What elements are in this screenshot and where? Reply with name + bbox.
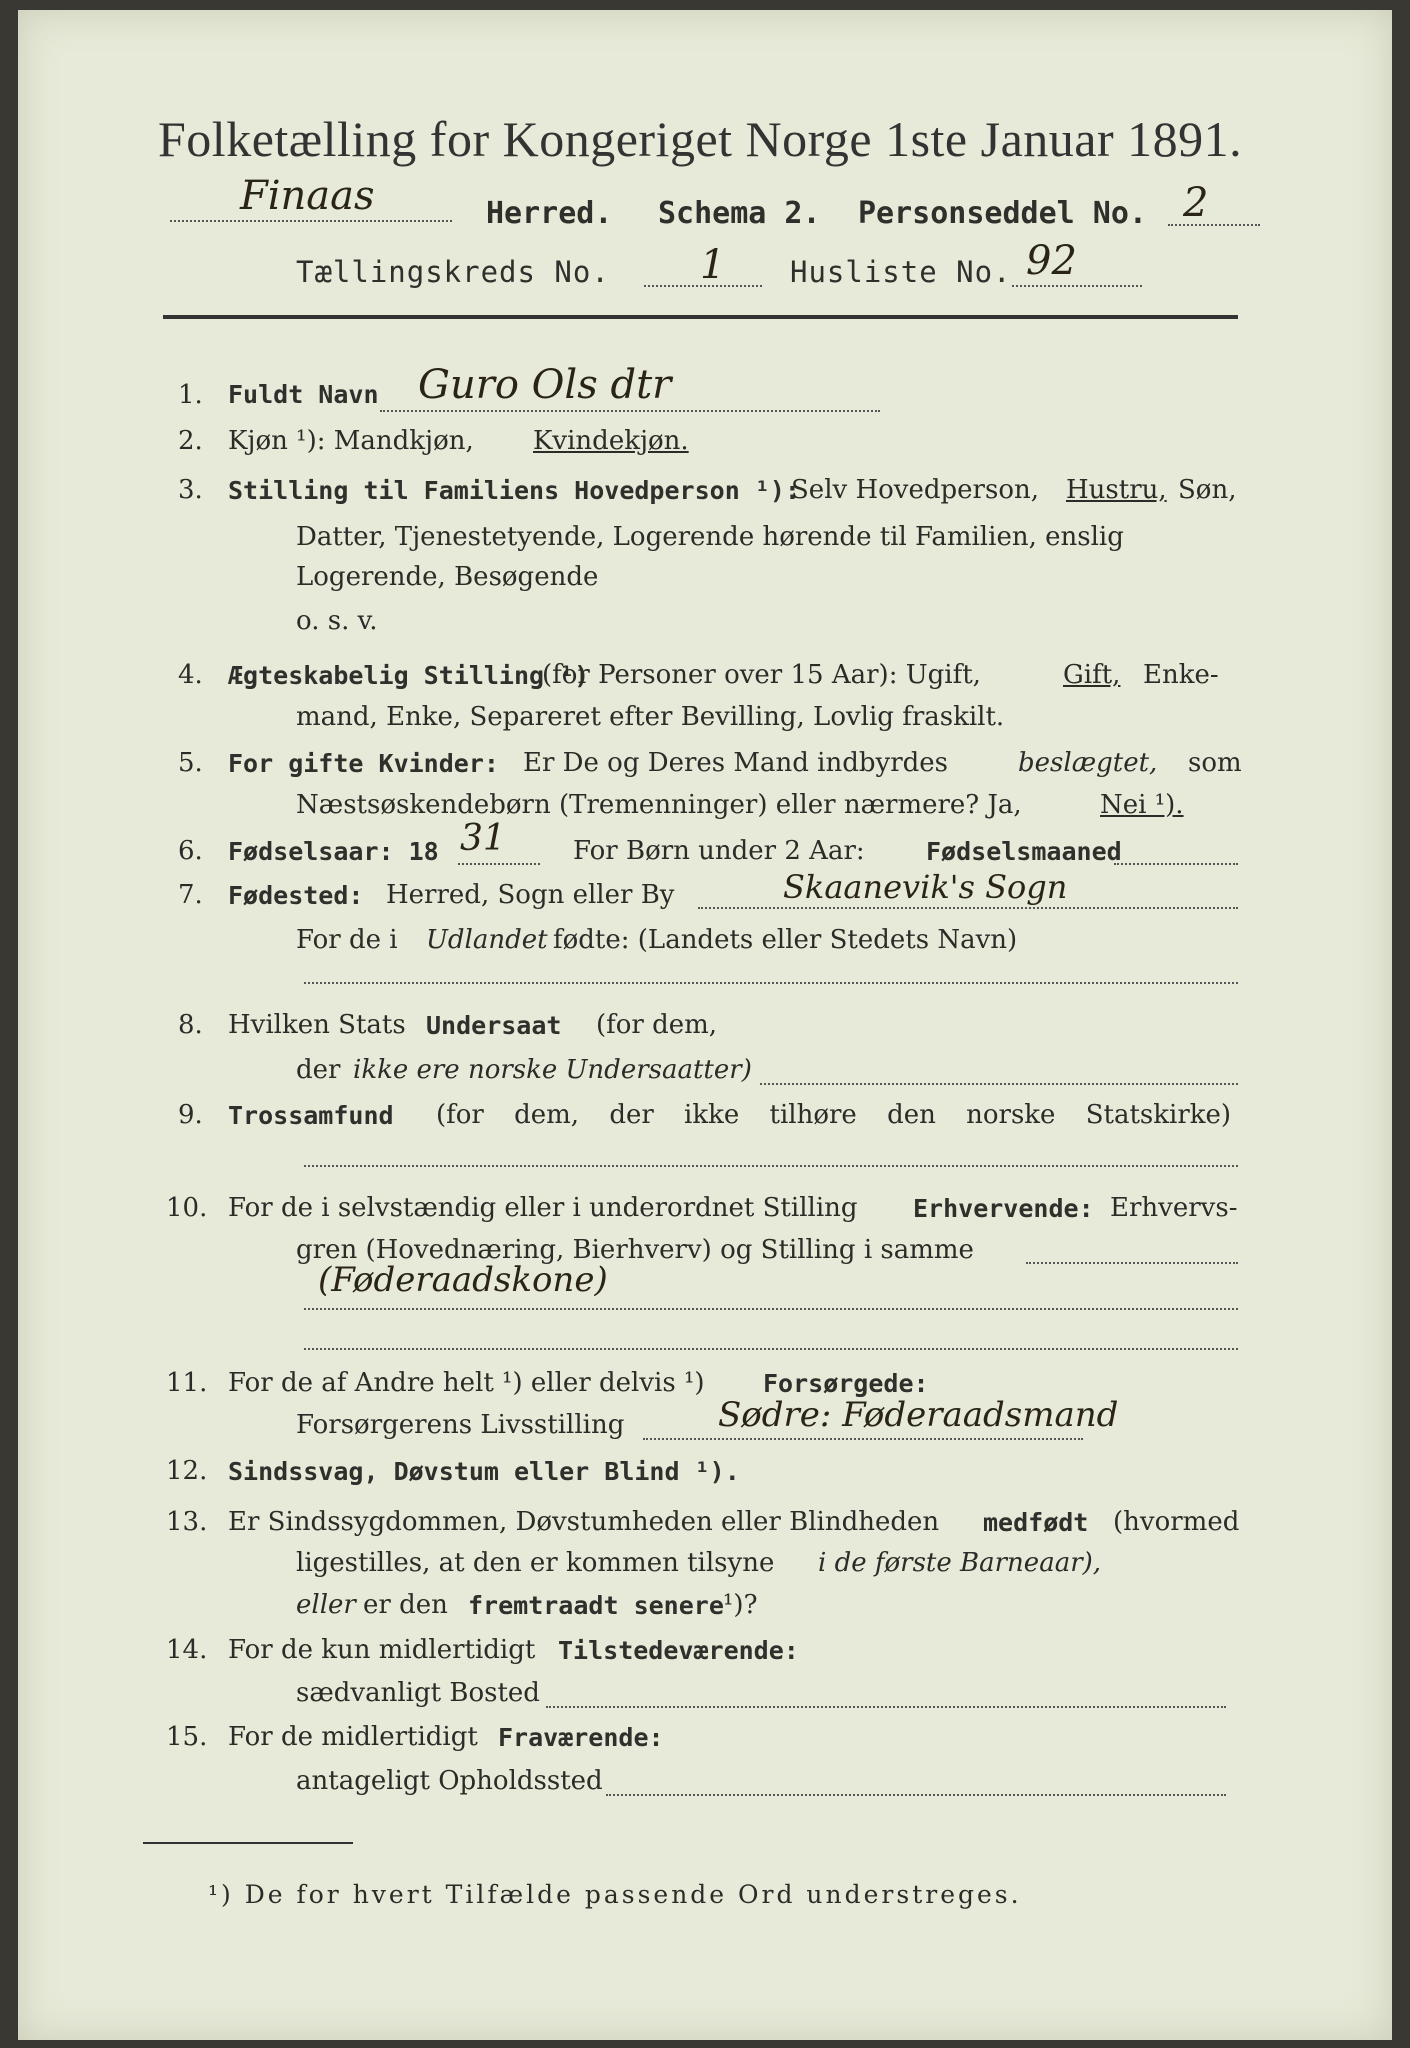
q13-line1-bold: medfødt <box>983 1508 1089 1537</box>
q9-number: 9. <box>178 1100 203 1130</box>
kreds-dotted-line <box>644 285 762 287</box>
q2-label: Kjøn ¹): Mandkjøn, <box>228 426 474 456</box>
q5-label: For gifte Kvinder: <box>228 749 499 778</box>
q13-line2a: ligestilles, at den er kommen tilsyne <box>296 1548 775 1578</box>
q13-line3-bold: fremtraadt senere <box>468 1591 724 1620</box>
q15-line1a: For de midlertidigt <box>228 1722 478 1752</box>
kreds-label: Tællingskreds No. <box>296 255 610 289</box>
q5-line1: Er De og Deres Mand indbyrdes <box>523 748 949 778</box>
q6-value: 31 <box>460 818 506 859</box>
q3-number: 3. <box>178 475 203 505</box>
q7-line2-italic: Udlandet <box>426 925 548 955</box>
q7-value: Skaanevik's Sogn <box>783 868 1068 906</box>
q13-line3-italic: eller <box>296 1590 356 1620</box>
q2-underlined-option: Kvindekjøn. <box>533 426 689 456</box>
q15-line1-bold: Fraværende: <box>498 1723 664 1752</box>
q13-number: 13. <box>166 1507 208 1537</box>
q4-label: Ægteskabelig Stilling ¹) <box>228 661 590 690</box>
q11-dotted-line <box>643 1438 1083 1440</box>
q4-line2: mand, Enke, Separeret efter Bevilling, Lovlig fraskilt. <box>296 702 1005 732</box>
personseddel-label: Personseddel No. <box>858 196 1147 231</box>
q2-number: 2. <box>178 426 203 456</box>
q6-month-dotted-line <box>1114 863 1238 865</box>
q13-line2-italic: i de første Barneaar), <box>818 1548 1102 1578</box>
q7-dotted-line <box>698 907 1238 909</box>
q14-line2: sædvanligt Bosted <box>296 1678 540 1708</box>
q14-line1a: For de kun midlertidigt <box>228 1635 536 1665</box>
census-form <box>18 10 1392 2040</box>
form-title: Folketælling for Kongeriget Norge 1ste Januar 1891. <box>158 111 1243 167</box>
herred-dotted-line <box>170 220 452 222</box>
q4-underlined-option: Gift, <box>1063 660 1121 690</box>
q3-label: Stilling til Familiens Hovedperson ¹): <box>228 476 800 505</box>
q12-label: Sindssvag, Døvstum eller Blind ¹). <box>228 1457 740 1486</box>
q6-dotted-line <box>458 863 540 865</box>
q15-line2: antageligt Opholdssted <box>296 1766 603 1796</box>
q15-dotted-line <box>606 1794 1226 1796</box>
husliste-value: 92 <box>1026 238 1077 284</box>
herred-label: Herred. <box>486 196 613 231</box>
q10-dotted-line-3 <box>304 1348 1238 1350</box>
personseddel-dotted-line <box>1168 224 1260 226</box>
header-rule <box>163 315 1238 319</box>
q5-line1-end: som <box>1188 748 1242 778</box>
q13-line3a: er den <box>363 1590 448 1620</box>
q10-line1-bold: Erhvervende: <box>913 1194 1094 1223</box>
q11-line1-bold: Forsørgede: <box>763 1369 929 1398</box>
q4-line1-end: Enke- <box>1143 660 1219 690</box>
q8-dotted-line <box>760 1083 1238 1085</box>
q12-number: 12. <box>166 1456 208 1486</box>
q3-line1-end: Søn, <box>1178 475 1237 505</box>
q10-number: 10. <box>166 1193 208 1223</box>
q11-line2: Forsørgerens Livsstilling <box>296 1410 625 1440</box>
q13-line1a: Er Sindssygdommen, Døvstumheden eller Blindheden <box>228 1507 940 1537</box>
q7-label: Fødested: <box>228 881 364 910</box>
q3-line4: o. s. v. <box>296 606 378 636</box>
q1-number: 1. <box>178 380 203 410</box>
q1-label: Fuldt Navn <box>228 380 379 409</box>
q8-line1b: (for dem, <box>596 1010 718 1040</box>
q9-dotted-line <box>304 1165 1238 1167</box>
q9-label: Trossamfund <box>228 1101 394 1130</box>
q9-line1: (for dem, der ikke tilhøre den norske Statskirke) <box>436 1100 1232 1130</box>
q5-line2: Næstsøskendebørn (Tremenninger) eller nærmere? Ja, <box>296 790 1022 820</box>
q15-number: 15. <box>166 1722 208 1752</box>
q4-line1: (for Personer over 15 Aar): Ugift, <box>542 660 981 690</box>
q7-line2a: For de i <box>296 925 398 955</box>
q6-label: Fødselsaar: 18 <box>228 837 439 866</box>
personseddel-value: 2 <box>1183 180 1209 226</box>
q6-rest-bold: Fødselsmaaned <box>926 837 1122 866</box>
q6-number: 6. <box>178 836 203 866</box>
q7-line2b: fødte: (Landets eller Stedets Navn) <box>553 925 1018 955</box>
q8-line2-italic: ikke ere norske Undersaatter) <box>353 1055 752 1085</box>
q3-underlined-option: Hustru, <box>1066 475 1167 505</box>
q14-number: 14. <box>166 1635 208 1665</box>
q5-number: 5. <box>178 748 203 778</box>
husliste-label: Husliste No. <box>790 255 1012 289</box>
q5-underlined-option: Nei ¹). <box>1100 790 1184 820</box>
q11-line1a: For de af Andre helt ¹) eller delvis ¹) <box>228 1368 705 1398</box>
q5-line1-italic: beslægtet, <box>1018 748 1158 778</box>
husliste-dotted-line <box>1012 285 1142 287</box>
q7-number: 7. <box>178 880 203 910</box>
q13-line1b: (hvormed <box>1113 1507 1240 1537</box>
q10-dotted-line-2 <box>304 1308 1238 1310</box>
q14-dotted-line <box>546 1706 1226 1708</box>
q1-dotted-line <box>380 410 880 412</box>
q8-line1a: Hvilken Stats <box>228 1010 406 1040</box>
q14-line1-bold: Tilstedeværende: <box>558 1636 799 1665</box>
q11-value: Sødre: Føderaadsmand <box>718 1395 1119 1435</box>
q3-line1: Selv Hovedperson, <box>791 475 1039 505</box>
q10-line2: gren (Hovednæring, Bierhverv) og Stilling i samme <box>296 1235 974 1265</box>
q8-line2a: der <box>296 1055 341 1085</box>
q6-rest: For Børn under 2 Aar: <box>573 836 865 866</box>
footnote-rule <box>143 1842 353 1844</box>
q13-line3b: ¹)? <box>723 1590 758 1620</box>
q10-dotted-line-1 <box>1026 1262 1238 1264</box>
q8-number: 8. <box>178 1010 203 1040</box>
q3-line3: Logerende, Besøgende <box>296 562 599 592</box>
q1-value: Guro Ols dtr <box>418 362 672 408</box>
q4-number: 4. <box>178 660 203 690</box>
kreds-value: 1 <box>700 242 726 288</box>
q10-line1a: For de i selvstændig eller i underordnet Stilling <box>228 1193 858 1223</box>
footnote: ¹) De for hvert Tilfælde passende Ord understreges. <box>208 1880 1022 1909</box>
q3-line2: Datter, Tjenestetyende, Logerende hørende til Familien, enslig <box>296 522 1124 552</box>
q7-foreign-dotted-line <box>304 982 1238 984</box>
q7-line1: Herred, Sogn eller By <box>386 880 675 910</box>
herred-value: Finaas <box>240 173 375 219</box>
q11-number: 11. <box>166 1368 208 1398</box>
q8-line1-bold: Undersaat <box>426 1011 562 1040</box>
q10-line1b: Erhvervs- <box>1110 1193 1238 1223</box>
q10-value: (Føderaadskone) <box>318 1260 608 1300</box>
schema-label: Schema 2. <box>658 196 821 231</box>
